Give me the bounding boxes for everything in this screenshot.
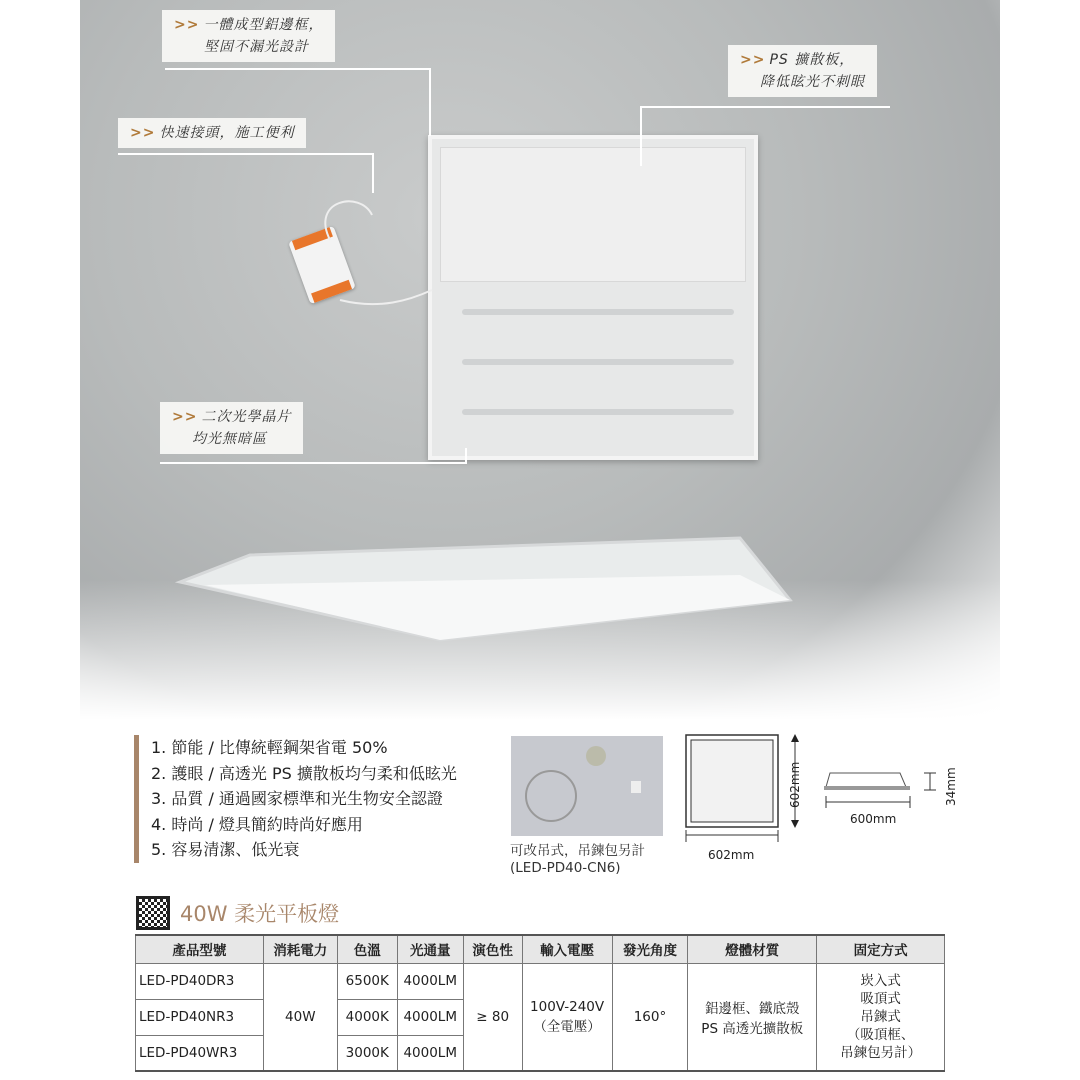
feature-list — [134, 735, 457, 863]
feature-item: 5. 容易清潔、低光衰 — [151, 840, 300, 859]
header-lumen: 光通量 — [397, 935, 463, 963]
dim-side-width: 600mm — [850, 812, 897, 826]
header-cct: 色溫 — [337, 935, 397, 963]
callout-diffuser: >> PS 擴散板， 降低眩光不刺眼 — [728, 45, 877, 97]
header-material: 燈體材質 — [688, 935, 817, 963]
header-angle: 發光角度 — [612, 935, 688, 963]
product-title: 40W 柔光平板燈 — [136, 896, 339, 930]
feature-item: 3. 品質 / 通過國家標準和光生物安全認證 — [151, 789, 443, 808]
callout-connector: >> 快速接頭，施工便利 — [118, 118, 306, 148]
dim-height: 602mm — [788, 761, 802, 808]
table-row: LED-PD40NR3 4000K 4000LM — [136, 999, 945, 1035]
hanging-kit-caption: 可改吊式，吊鍊包另計 (LED-PD40-CN6) — [510, 843, 645, 876]
spec-table — [135, 934, 945, 1072]
feature-item: 2. 護眼 / 高透光 PS 擴散板均勻柔和低眩光 — [151, 763, 457, 783]
header-model: 產品型號 — [136, 935, 264, 963]
dim-thickness: 34mm — [944, 767, 958, 806]
feature-item: 4. 時尚 / 燈具簡約時尚好應用 — [151, 814, 363, 834]
header-power: 消耗電力 — [263, 935, 337, 963]
callout-optics: >> 二次光學晶片 均光無暗區 — [160, 402, 303, 454]
hanging-kit-image — [511, 736, 663, 836]
feature-item: 1. 節能 / 比傳統輕鋼架省電 50% — [151, 738, 388, 757]
qr-code[interactable] — [136, 896, 170, 930]
header-mounting: 固定方式 — [817, 935, 945, 963]
header-cri: 演色性 — [463, 935, 522, 963]
table-row: LED-PD40WR3 3000K 4000LM — [136, 1035, 945, 1071]
header-voltage: 輸入電壓 — [522, 935, 612, 963]
table-row: LED-PD40DR3 40W 6500K 4000LM ≥ 80 100V-240V （全電壓） 160° 鋁邊框、鐵底殼 PS 高透光擴散板 崁入式 吸頂式 吊鍊式 （吸頂框、 吊鍊包另計） — [136, 963, 945, 999]
callout-frame: >> 一體成型鋁邊框， 堅固不漏光設計 — [162, 10, 335, 62]
dim-width: 602mm — [708, 848, 755, 862]
